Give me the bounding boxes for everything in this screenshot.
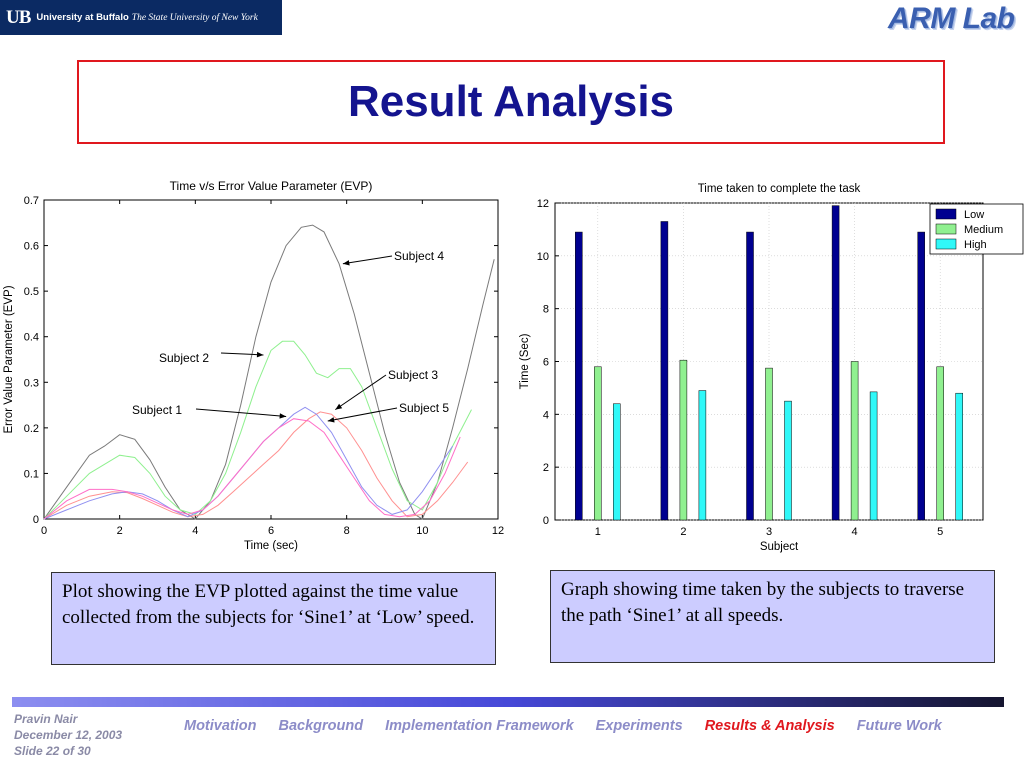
slide-title: Result Analysis	[347, 77, 675, 126]
nav-results-analysis[interactable]: Results & Analysis	[704, 718, 835, 734]
y-tick-label: 2	[542, 462, 549, 475]
y-tick-label: 4	[542, 409, 549, 422]
legend-swatch	[936, 224, 956, 234]
university-logo	[0, 0, 282, 35]
nav-future-work[interactable]: Future Work	[856, 718, 942, 734]
section-nav	[184, 718, 942, 734]
footer-author: Pravin Nair	[14, 712, 78, 726]
annotation-label: Subject 5	[399, 401, 450, 415]
y-tick-label: 8	[542, 303, 549, 316]
x-tick-label: 5	[937, 526, 944, 538]
annotation-label: Subject 3	[388, 368, 439, 382]
x-tick-label: 12	[491, 525, 505, 537]
bar	[661, 221, 668, 520]
x-tick-label: 2	[680, 526, 687, 538]
bar	[613, 404, 620, 520]
evp-line-chart-svg	[0, 172, 512, 556]
x-tick-label: 0	[40, 525, 48, 537]
y-tick-label: 0.1	[23, 468, 39, 481]
y-tick-label: 0.7	[23, 195, 39, 207]
y-tick-label: 0.2	[23, 422, 39, 435]
legend-label: High	[964, 239, 987, 251]
time-bar-chart-svg	[512, 172, 1024, 556]
x-axis-label: Time (sec)	[244, 540, 298, 552]
x-tick-label: 3	[765, 526, 773, 538]
bar	[832, 206, 839, 520]
bar	[747, 232, 754, 520]
bar	[937, 367, 944, 520]
nav-implementation-framework[interactable]: Implementation Framework	[385, 718, 574, 734]
legend-swatch	[936, 209, 956, 219]
annotation-label: Subject 1	[132, 403, 183, 417]
nav-experiments[interactable]: Experiments	[595, 718, 683, 734]
nav-motivation[interactable]: Motivation	[184, 718, 257, 734]
x-tick-label: 1	[594, 526, 601, 538]
legend-label: Medium	[964, 224, 1004, 236]
plot-area	[44, 200, 498, 519]
bar	[575, 232, 582, 520]
y-tick-label: 0.4	[23, 331, 39, 344]
y-tick-label: 6	[542, 356, 549, 369]
nav-background[interactable]: Background	[278, 718, 364, 734]
annotation-label: Subject 2	[159, 351, 210, 365]
title-box	[77, 60, 945, 144]
footer-date: December 12, 2003	[14, 728, 123, 742]
y-tick-label: 0	[32, 514, 39, 526]
bar	[699, 391, 706, 520]
chart-title: Time v/s Error Value Parameter (EVP)	[169, 179, 373, 193]
y-tick-label: 0.6	[23, 240, 39, 253]
bar	[918, 232, 925, 520]
bar	[680, 360, 687, 520]
annotation-label: Subject 4	[394, 249, 445, 263]
legend-label: Low	[964, 209, 985, 221]
university-name: University at Buffalo	[36, 12, 129, 23]
caption-left	[51, 572, 496, 665]
y-axis-label: Time (Sec)	[519, 333, 531, 390]
x-tick-label: 4	[851, 526, 858, 538]
bar	[766, 368, 773, 520]
x-tick-label: 6	[267, 525, 275, 537]
x-tick-label: 4	[192, 525, 199, 537]
bar	[956, 393, 963, 520]
footer-bar	[12, 697, 1004, 707]
y-axis-label: Error Value Parameter (EVP)	[3, 285, 15, 434]
ub-mark: UB	[6, 6, 31, 28]
x-tick-label: 2	[116, 525, 123, 537]
y-tick-label: 0.3	[23, 377, 39, 390]
caption-left-text: Plot showing the EVP plotted against the time value collected from the subjects for ‘Sine1’ at ‘Low’ speed.	[62, 581, 475, 628]
bar	[785, 401, 792, 520]
y-tick-label: 12	[536, 198, 549, 210]
footer-info	[14, 711, 122, 759]
y-tick-label: 0.5	[23, 286, 39, 299]
y-tick-label: 10	[536, 250, 549, 263]
x-tick-label: 8	[343, 525, 350, 537]
arm-lab-logo: ARM Lab	[888, 2, 1015, 35]
caption-right	[550, 570, 995, 663]
bar	[870, 392, 877, 520]
y-tick-label: 0	[542, 515, 549, 527]
legend-swatch	[936, 239, 956, 249]
bar	[594, 367, 601, 520]
x-axis-label: Subject	[759, 541, 799, 553]
bar	[851, 362, 858, 521]
x-tick-label: 10	[416, 525, 429, 537]
caption-right-text: Graph showing time taken by the subjects to traverse the path ‘Sine1’ at all speeds.	[561, 579, 965, 626]
footer-slide-number: Slide 22 of 30	[14, 744, 91, 758]
university-subtitle: The State University of New York	[131, 12, 258, 23]
chart-title: Time taken to complete the task	[697, 183, 861, 195]
